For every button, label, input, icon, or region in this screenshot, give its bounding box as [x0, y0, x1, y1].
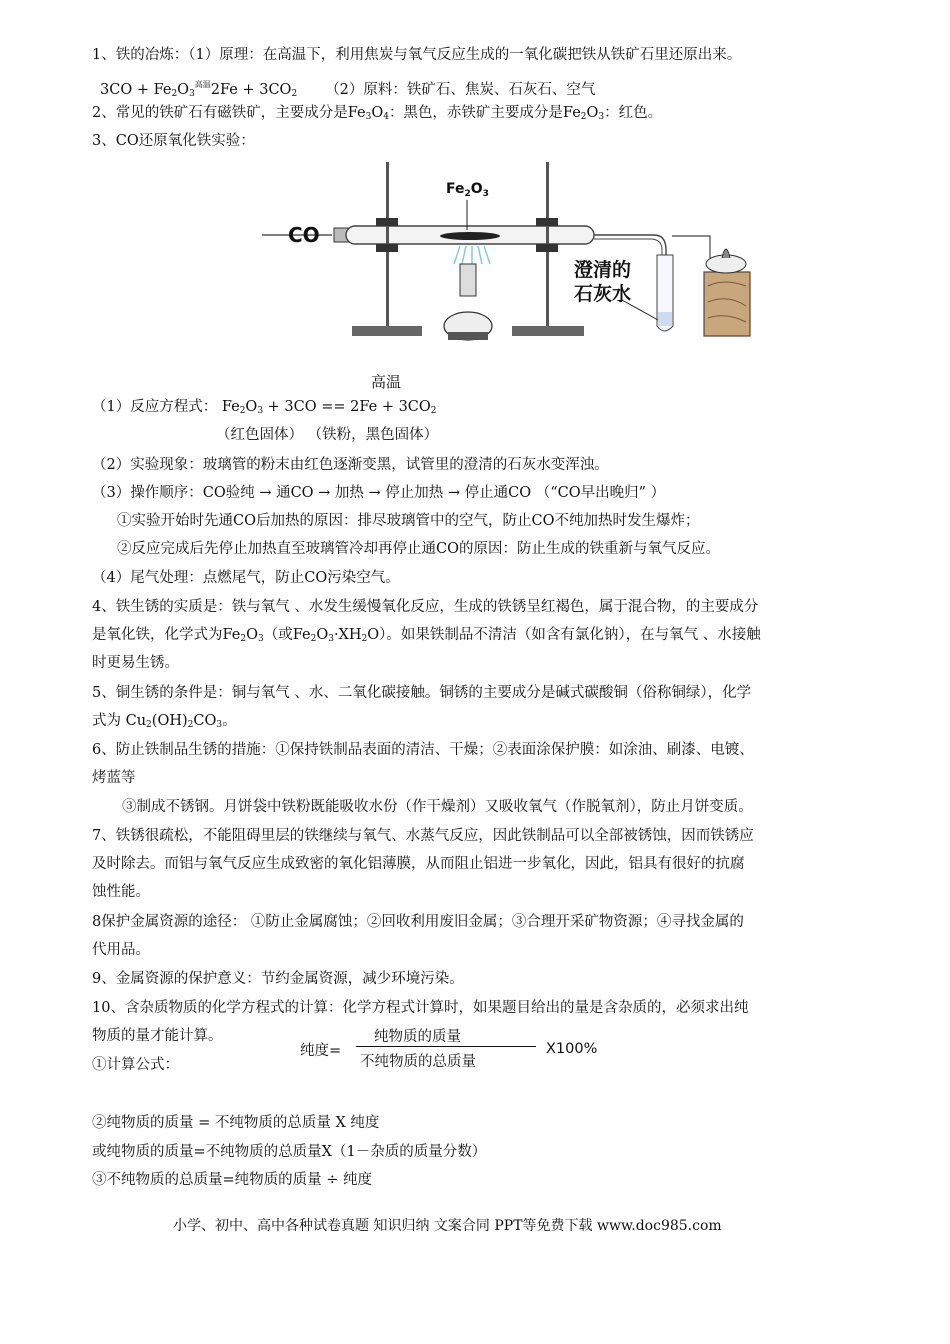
line-calc-formula-label: ①计算公式：	[92, 1057, 179, 1073]
line-corrosion-resistance: 蚀性能。	[92, 884, 150, 900]
line-iron-smelting-principle: 1、铁的冶炼：（1）原理：在高温下，利用焦炭与氧气反应生成的一氧化碳把铁从铁矿石里还原出来。	[92, 47, 742, 63]
limewater-label-line2: 石灰水	[574, 283, 632, 305]
line-pure-mass-alt: 或纯物质的质量=不纯物质的总质量X（1－杂质的质量分数）	[92, 1144, 487, 1160]
line-copper-rust: 5、铜生锈的条件是：铜与氧气 、水、二氧化碳接触。铜锈的主要成分是碱式碳酸铜（俗称铜绿），化学	[92, 685, 752, 701]
line-pure-mass-formula: ②纯物质的质量 = 不纯物质的总质量 X 纯度	[92, 1115, 380, 1131]
right-clamp-top	[536, 218, 558, 226]
line-iron-ores: 2、常见的铁矿石有磁铁矿，主要成分是$Fe_3O_4$：黑色，赤铁矿主要成分是$Fe_2O_3$：红色。	[92, 105, 663, 122]
purity-multiplier: X100%	[546, 1041, 598, 1057]
line-operation-order: （3）操作顺序：CO验纯 → 通CO → 加热 → 停止加热 → 停止通CO （“CO早出晚归” ）	[92, 485, 666, 501]
co-reduction-apparatus-diagram	[262, 160, 768, 342]
fe2o3-label: $Fe_2O_3$	[446, 181, 489, 199]
line-reaction-equation: （1）反应方程式： $Fe_2O_3 + 3CO == 2Fe + 3CO_2$	[92, 399, 437, 416]
line-equation-notes: （红色固体） （铁粉，黑色固体）	[216, 427, 439, 443]
left-clamp-bottom	[376, 244, 398, 252]
high-temperature-condition: 高温	[371, 373, 402, 391]
line-rust-essence: 4、铁生锈的实质是：铁与氧气 、水发生缓慢氧化反应，生成的铁锈呈红褐色，属于混合物，的主要成分	[92, 599, 759, 615]
line-smelting-equation: $3CO + Fe_2O_3^{高温}2Fe + 3CO_2$ （2）原料：铁矿石、焦炭、石灰石、空气	[100, 80, 596, 99]
line-protect-resources: 8保护金属资源的途径： ①防止金属腐蚀；②回收利用废旧金属；③合理开采矿物资源；④寻找金属的	[92, 914, 744, 930]
line-stainless-steel: ③制成不锈钢。月饼袋中铁粉既能吸收水份（作干燥剂）又吸收氧气（作脱氧剂），防止月饼变质。	[122, 799, 753, 815]
line-bluing: 烤蓝等	[92, 770, 136, 786]
line-tail-gas: （4）尾气处理：点燃尾气，防止CO污染空气。	[92, 570, 400, 586]
lamp-chimney	[460, 264, 476, 296]
line-substitutes: 代用品。	[92, 942, 150, 958]
line-rust-formula: 是氧化铁，化学式为$Fe_2O_3$（或$Fe_2O_3\cdot XH_2O$）。如果铁制品不清洁（如含有氯化钠），在与氧气 、水接触	[92, 627, 761, 644]
left-stand-base	[352, 326, 422, 336]
line-reason-1: ①实验开始时先通CO后加热的原因：排尽玻璃管中的空气，防止CO不纯加热时发生爆炸；	[117, 513, 700, 529]
line-phenomenon: （2）实验现象：玻璃管的粉末由红色逐渐变黑，试管里的澄清的石灰水变浑浊。	[92, 457, 609, 473]
line-aluminum: 及时除去。而铝与氧气反应生成致密的氧化铝薄膜，从而阻止铝进一步氧化，因此，铝具有很好的抗腐	[92, 856, 745, 872]
line-rust-easier: 时更易生锈。	[92, 655, 179, 671]
line-rust-loose: 7、铁锈很疏松，不能阻碍里层的铁继续与氧气、水蒸气反应，因此铁制品可以全部被锈蚀，因而铁锈应	[92, 828, 754, 844]
purity-numerator: 纯物质的质量	[374, 1029, 461, 1045]
line-rust-prevention: 6、防止铁制品生锈的措施：①保持铁制品表面的清洁、干燥；②表面涂保护膜：如涂油、刷漆、电镀、	[92, 742, 754, 758]
fe2o3-powder	[440, 232, 500, 240]
diagram-background	[262, 160, 768, 342]
line-copper-formula: 式为 $Cu_2(OH)_2CO_3$。	[92, 713, 237, 730]
line-reason-2: ②反应完成后先停止加热直至玻璃管冷却再停止通CO的原因：防止生成的铁重新与氧气反应。	[117, 541, 720, 557]
fraction-bar	[356, 1046, 536, 1047]
line-pure-amount: 物质的量才能计算。	[92, 1028, 223, 1044]
purity-label: 纯度=	[300, 1043, 342, 1059]
footer-text: 小学、初中、高中各种试卷真题 知识归纳 文案合同 PPT等免费下载 www.doc985.com	[173, 1218, 722, 1234]
left-clamp-top	[376, 218, 398, 226]
line-impurity-calc: 10、含杂质物质的化学方程式的计算：化学方程式计算时，如果题目给出的量是含杂质的，必须求出纯	[92, 1000, 749, 1016]
line-co-experiment-title: 3、CO还原氧化铁实验：	[92, 133, 255, 149]
limewater-label-line1: 澄清的	[574, 259, 632, 281]
line-protection-meaning: 9、金属资源的保护意义：节约金属资源，减少环境污染。	[92, 971, 464, 987]
right-stand-base	[512, 326, 584, 336]
purity-denominator: 不纯物质的总质量	[360, 1054, 476, 1070]
co-label: CO	[288, 223, 320, 247]
line-impure-mass: ③不纯物质的总质量=纯物质的质量 ÷ 纯度	[92, 1172, 373, 1188]
purity-formula	[300, 1024, 620, 1074]
limewater-level	[658, 312, 672, 326]
lamp-base	[448, 332, 488, 340]
right-clamp-bottom	[536, 244, 558, 252]
